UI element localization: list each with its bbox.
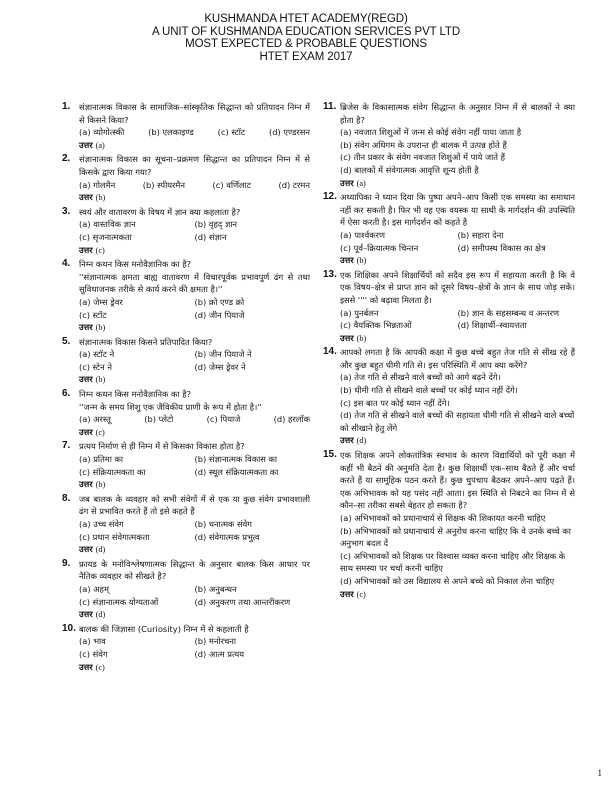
question-text <box>340 101 575 126</box>
answer-value: (b) <box>95 323 106 333</box>
document-header <box>0 13 612 63</box>
question-text <box>79 258 310 296</box>
option: (b) सहारा देना <box>457 229 504 240</box>
option: (b) वृहद् ज्ञान <box>194 219 238 230</box>
question-text-line: संज्ञानात्मक विकास के सामाजिक–सांस्कृतिक सिद्धान्त को प्रतिपादन निम्न में से किसने किया? <box>79 102 310 125</box>
question-number: 2. <box>62 153 71 165</box>
question-item <box>325 449 575 601</box>
question-item <box>325 346 575 448</box>
option: (c) तीन प्रकार के संवेग नवजात शिशुओं में पाये जाते हैं <box>340 152 506 163</box>
question-text <box>79 206 310 219</box>
option: (c) इस बात पर कोई ध्यान नहीं देंगे। <box>340 397 450 408</box>
option: (b) संज्ञानात्मक विकास का <box>194 454 278 465</box>
options-list <box>79 583 310 608</box>
question-number: 5. <box>62 335 71 347</box>
option: (b) अनुबन्धन <box>194 583 237 594</box>
answer-label: उत्तर <box>340 435 354 446</box>
option: (a) वास्तविक ज्ञान <box>79 219 136 230</box>
answer-label: उत्तर <box>79 374 93 385</box>
question-text <box>340 191 575 229</box>
answer-value: (a) <box>95 140 105 150</box>
answer <box>79 426 310 440</box>
company-name: A UNIT OF KUSHMANDA EDUCATION SERVICES PVT LTD <box>151 25 461 38</box>
option: (c) वर्णिलाट <box>212 179 251 190</box>
question-text-line: संज्ञानात्मक विकास का सूचना–प्रक्रमण सिद्धान्त का प्रतिपादन निम्न में से किसके द्वारा किया गया? <box>79 154 310 177</box>
answer-label: उत्तर <box>79 192 93 203</box>
question-number: 15. <box>323 449 337 461</box>
option: (a) पुनर्बलन <box>340 307 379 318</box>
question-number: 8. <box>62 492 71 504</box>
right-column <box>325 101 575 602</box>
options-list <box>79 453 310 478</box>
option: (c) स्टॉट <box>79 309 107 320</box>
answer-label: उत्तर <box>79 609 93 620</box>
option: (d) एण्डरसन <box>269 127 310 138</box>
question-number: 11. <box>323 101 337 112</box>
answer-label: उत्तर <box>79 544 93 555</box>
question-number: 12. <box>323 191 337 203</box>
option: (b) प्लेटो <box>144 414 174 425</box>
question-item <box>64 101 310 152</box>
question-text <box>79 558 310 583</box>
question-text-line: निम्न कथन किस मनोवैज्ञानिक का है? <box>79 259 192 270</box>
academy-name: KUSHMANDA HTET ACADEMY(REGD) <box>204 13 408 25</box>
question-number: 9. <box>62 557 71 569</box>
question-item <box>64 258 310 335</box>
option: (a) भाव <box>79 636 106 647</box>
option: (d) बालकों में संवेगात्मक आवृत्ति शून्य होती है <box>340 164 479 175</box>
question-text-line: ''संज्ञानात्मक क्षमता बाह्य वातावरण में विचारपूर्वक प्रभावपूर्ण ढंग से तथा सुविधाजनक तरीके से कार्य करने की क्षमता है।'' <box>79 271 310 295</box>
answer-value: (d) <box>356 436 367 446</box>
answer-value: (c) <box>95 662 105 672</box>
answer-value: (c) <box>95 427 105 437</box>
option: (b) एलकाइण्ड <box>148 127 194 138</box>
question-item <box>64 623 310 674</box>
answer <box>340 254 575 268</box>
question-text-line: ब्रिजेस के विकासात्मक संवेग सिद्धान्त के अनुसार निम्न में से बालकों ने क्या होता है? <box>340 102 575 125</box>
option: (c) अभिभावकों को शिक्षक पर विश्वास व्यक्त करना चाहिए और शिक्षक के साथ समस्या पर चर्चा करनी चाहिए <box>340 550 566 574</box>
answer-value: (d) <box>95 610 106 620</box>
option: (d) शिक्षार्थी–स्वायत्तता <box>457 320 527 331</box>
option: (c) पियाजे <box>206 414 241 425</box>
option: (c) प्रधान संवेगात्मकता <box>79 531 150 542</box>
options-list <box>79 518 310 543</box>
question-item <box>64 336 310 387</box>
option: (b) अभिभावकों को प्रधानाचार्य से अनुरोध करना चाहिए कि वे उनके बच्चे का अनुभाग बदल दें <box>340 525 571 549</box>
option: (a) तेज गति से सीखने वाले बच्चों को आगे बढ़ने देंगे। <box>340 372 501 383</box>
question-text <box>340 449 575 512</box>
option: (c) सृजनात्मकता <box>79 231 132 242</box>
answer-label: उत्तर <box>79 322 93 333</box>
answer-value: (c) <box>356 589 366 599</box>
question-number: 4. <box>62 258 71 270</box>
answer <box>79 661 310 675</box>
question-text <box>79 493 310 518</box>
question-text-line: अध्यापिका ने ध्यान दिया कि पुष्पा अपने–आप किसी एक समस्या का समाधान नहीं कर सकती है। फिर भी वह एक वयस्क या साथी के मार्गदर्शन की उपस्थिति में ऐसा करती है। इस मार्गदर्शन को कहते है <box>340 192 575 228</box>
option: (b) धीमी गति से सीखने वाले बच्चों पर कोई ध्यान नहीं देंगे। <box>340 385 518 396</box>
option: (d) आत्म प्रत्यय <box>194 648 245 659</box>
options-list <box>79 348 310 373</box>
answer-label: उत्तर <box>79 479 93 490</box>
answer-value: (b) <box>356 333 367 343</box>
left-column <box>64 101 310 675</box>
option: (c) पूर्व–क्रियात्मक चिन्तन <box>340 242 419 253</box>
question-text <box>79 440 310 453</box>
option: (d) संज्ञान <box>194 231 227 242</box>
option: (c) संक्रियात्मकता का <box>79 466 146 477</box>
option: (a) व्योगोत्स्की <box>79 127 125 138</box>
question-text-line: प्रत्यय निर्माण से ही निम्न में से किसका विकास होता है? <box>79 441 245 452</box>
option: (c) संवेग <box>79 648 108 659</box>
option: (d) अभिभावकों को उस विद्यालय से अपने बच्चे को निकाल लेना चाहिए <box>340 575 555 586</box>
options-list <box>340 126 575 176</box>
option: (d) अनुकरण तथा आन्तरीकरण <box>194 596 291 607</box>
answer <box>79 139 310 153</box>
answer-label: उत्तर <box>79 661 93 672</box>
option: (a) जेम्स ड्रेवर <box>79 296 123 307</box>
options-list <box>340 371 575 434</box>
options-list <box>340 229 575 254</box>
question-text <box>79 153 310 178</box>
option: (d) जीन पियाजे <box>194 309 245 320</box>
question-item <box>64 153 310 204</box>
question-text-line: ''जन्म के समय शिशु एक जैविकीय प्राणी के रूप में होता है।'' <box>79 401 262 412</box>
answer <box>79 478 310 492</box>
answer <box>79 321 310 335</box>
question-text <box>79 623 310 636</box>
option: (b) ज्ञान के सहसम्बन्ध व अन्तरण <box>457 307 559 318</box>
options-list <box>79 635 310 660</box>
answer-value: (b) <box>95 375 106 385</box>
question-number: 10. <box>62 622 76 634</box>
question-number: 6. <box>62 388 71 400</box>
answer-label: उत्तर <box>340 177 354 188</box>
options-list <box>340 307 575 332</box>
question-item <box>64 493 310 557</box>
option: (a) नवजात शिशुओं में जन्म से कोई संवेग नहीं पाया जाता है <box>340 127 522 138</box>
answer-label: उत्तर <box>79 244 93 255</box>
option: (b) जीन पियाजे ने <box>194 349 252 360</box>
option: (b) स्पीयरमैन <box>142 179 185 190</box>
option: (c) वैयक्तिक भिन्नताओं <box>340 320 412 331</box>
option: (d) स्थूल संक्रियात्मकता का <box>194 466 279 477</box>
question-number: 13. <box>323 268 337 280</box>
question-text-line: आपको लगता है कि आपकी कक्षा में कुछ बच्चे बहुत तेज गति से सीख रहे हैं और कुछ बहुत धीमी गति से। इस परिस्थिति में आप क्या करेंगे? <box>340 347 575 370</box>
option: (c) स्टॉट <box>217 127 246 138</box>
question-item <box>325 269 575 346</box>
answer-value: (a) <box>356 178 366 188</box>
question-text-line: एक शिक्षक अपने लोकतांत्रिक स्वभाव के कारण विद्यार्थियों को पूरी कक्षा में कहीं भी बैठने की अनुमति देता है। कुछ शिक्षार्थी एक–साथ बैठते हैं और चर्चा करते हैं या सामूहिक पठन करते हैं। कुछ चुपचाप बैठकर अपने–आप पढ़ते हैं। एक अभिभावक को यह पसंद नहीं आता। इस स्थिति से निबटने का निम्न में से कौन–सा तरीका सबसे बेहतर हो सकता है? <box>340 450 575 511</box>
answer-label: उत्तर <box>79 426 93 437</box>
page-number: 1 <box>597 768 602 778</box>
answer-value: (b) <box>356 256 367 266</box>
question-item <box>325 101 575 190</box>
option: (d) जेम्स ड्रेवर ने <box>194 361 246 372</box>
question-text <box>79 336 310 349</box>
option: (a) अभिभावकों को प्रधानाचार्य से शिक्षक की शिकायत करनी चाहिए <box>340 513 546 523</box>
question-item <box>64 440 310 491</box>
question-number: 1. <box>62 101 71 112</box>
question-text <box>79 388 310 413</box>
option: (b) संवेग अधिगम के उपरान्त ही बालक में उत्पन्न होते हैं <box>340 139 507 150</box>
answer <box>79 608 310 622</box>
answer-label: उत्तर <box>340 255 354 266</box>
answer <box>79 191 310 205</box>
option: (a) अहम् <box>79 583 109 594</box>
question-item <box>64 206 310 257</box>
option: (d) हरलॉक <box>273 414 310 425</box>
question-item <box>64 388 310 439</box>
option: (d) समीपस्थ विकास का क्षेत्र <box>457 242 546 253</box>
question-text <box>340 346 575 371</box>
answer <box>79 244 310 258</box>
answer <box>340 434 575 448</box>
options-list <box>340 512 575 588</box>
option: (d) संवेगात्मक प्रभुत्व <box>194 531 260 542</box>
question-text-line: संज्ञानात्मक विकास किसने प्रतिपादित किया? <box>79 336 213 347</box>
options-list <box>79 296 310 321</box>
option: (d) टरमन <box>278 179 310 190</box>
question-number: 14. <box>323 346 337 358</box>
option: (b) धनात्मक संवेग <box>194 519 252 529</box>
option: (c) संज्ञानात्मक योग्यताओं <box>79 596 159 607</box>
options-list <box>79 126 310 139</box>
answer <box>340 177 575 191</box>
option: (a) गोलमैन <box>79 179 116 190</box>
question-text <box>340 269 575 307</box>
answer-label: उत्तर <box>340 332 354 343</box>
question-text-line: निम्न कथन किस मनोवैज्ञानिक का है? <box>79 389 192 400</box>
answer <box>79 543 310 557</box>
question-text-line: एक शिक्षिका अपने शिक्षार्थियों को सदैव इस रूप में सहायता करती है कि वे एक विषय–क्षेत्र से प्राप्त ज्ञान को दूसरे विषय–क्षेत्रों के ज्ञान के साथ जोड़ सकें। इससे '''' को बढ़ावा मिलता है। <box>340 269 575 305</box>
options-list <box>79 179 310 192</box>
option: (a) अरस्तू <box>79 414 111 425</box>
options-list <box>79 413 310 426</box>
question-text-line: स्वयं और वातावरण के विषय में ज्ञान क्या कहलाता है? <box>79 206 241 217</box>
question-text-line: बालक की जिज्ञासा (Curiosity) निम्न में से कहलाती है <box>79 623 249 634</box>
answer <box>340 332 575 346</box>
option: (d) तेज गति से सीखने वाले बच्चों की सहायता धीमी गति से सीखने वाले बच्चों को सीखाने हेतु लेंगे <box>340 410 575 433</box>
answer-value: (c) <box>95 245 105 255</box>
answer-label: उत्तर <box>340 588 354 599</box>
answer-value: (d) <box>95 545 106 555</box>
option: (c) स्टेन ने <box>79 361 112 372</box>
option: (a) स्टॉट ने <box>79 349 115 360</box>
exam-name: HTET EXAM 2017 <box>259 50 353 63</box>
answer-value: (b) <box>95 193 106 203</box>
option: (b) मनोरचना <box>194 636 237 647</box>
question-text-line: जब बालक के व्यवहार को सभी संवेगों में से एक या कुछ संवेग प्रभावशाली ढंग से प्रभावित करते हैं तो इसे कहते हैं <box>79 493 310 517</box>
question-text <box>79 101 310 126</box>
question-text-line: फ्रायड के मनोविश्लेषणात्मक सिद्धान्त के अनुसार बालक किस आधार पर नैतिक व्यवहार को सीखते है? <box>79 558 310 582</box>
question-number: 7. <box>62 440 71 452</box>
option: (a) प्रतिमा का <box>79 454 124 465</box>
answer-value: (b) <box>95 480 106 490</box>
answer <box>340 588 575 602</box>
question-item <box>64 558 310 622</box>
question-number: 3. <box>62 205 71 217</box>
question-item <box>325 191 575 268</box>
answer-label: उत्तर <box>79 139 93 150</box>
options-list <box>79 218 310 243</box>
document-subtitle: MOST EXPECTED & PROBABLE QUESTIONS <box>185 38 427 50</box>
option: (b) क्रो एण्ड क्रो <box>194 296 245 307</box>
option: (a) पार्श्वकरण <box>340 229 385 240</box>
option: (a) उच्च संवेग <box>79 519 124 529</box>
answer <box>79 373 310 387</box>
